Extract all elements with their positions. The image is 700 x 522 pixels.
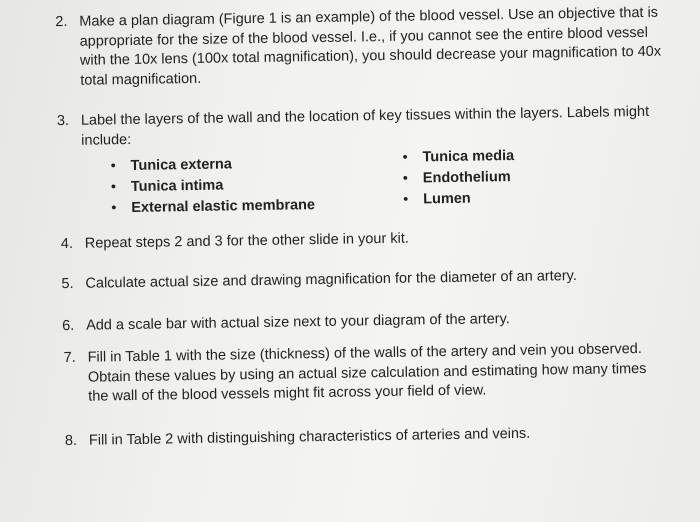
step-number: 7. <box>63 349 76 367</box>
step-number: 8. <box>64 432 78 450</box>
step-text-line: appropriate for the size of the blood vessel. I.e., if you cannot see the entire blood vessel <box>79 24 648 50</box>
step-number: 6. <box>62 317 75 335</box>
label-item: • Tunica intima <box>110 177 224 196</box>
step-number: 4. <box>60 235 74 253</box>
label-item: • External elastic membrane <box>111 197 316 217</box>
step-text-line: Make a plan diagram (Figure 1 is an example) of the blood vessel. Use an objective that is <box>79 4 659 30</box>
label-item: • Tunica media <box>402 147 515 166</box>
labels-list-right <box>400 146 515 211</box>
step-text-line: Fill in Table 2 with distinguishing characteristics of arteries and veins. <box>88 425 531 449</box>
labels-list-left <box>108 153 315 219</box>
label-item: • Tunica externa <box>110 156 233 175</box>
step-text-line: include: <box>81 131 132 149</box>
step-text-line: with the 10x lens (100x total magnification), you should decrease your magnification to 40x <box>79 43 662 69</box>
step-text-line: Fill in Table 1 with the size (thickness) of the walls of the artery and vein you observed. <box>87 340 642 366</box>
step-text-line: Label the layers of the wall and the location of key tissues within the layers. Labels might <box>80 103 650 129</box>
label-item: • Endothelium <box>402 169 511 187</box>
label-item: • Lumen <box>403 190 471 208</box>
step-number: 2. <box>55 13 68 31</box>
step-text-line: Add a scale bar with actual size next to your diagram of the artery. <box>86 311 510 334</box>
step-number: 3. <box>56 112 70 130</box>
step-text-line: total magnification. <box>80 70 202 89</box>
step-number: 5. <box>61 275 74 293</box>
step-text-line: Repeat steps 2 and 3 for the other slide in your kit. <box>84 230 409 252</box>
step-text-line: Obtain these values by using an actual size calculation and estimating how many times <box>87 360 647 386</box>
step-text-line: the wall of the blood vessels might fit across your field of view. <box>88 382 487 405</box>
step-text-line: Calculate actual size and drawing magnification for the diameter of an artery. <box>85 267 577 292</box>
